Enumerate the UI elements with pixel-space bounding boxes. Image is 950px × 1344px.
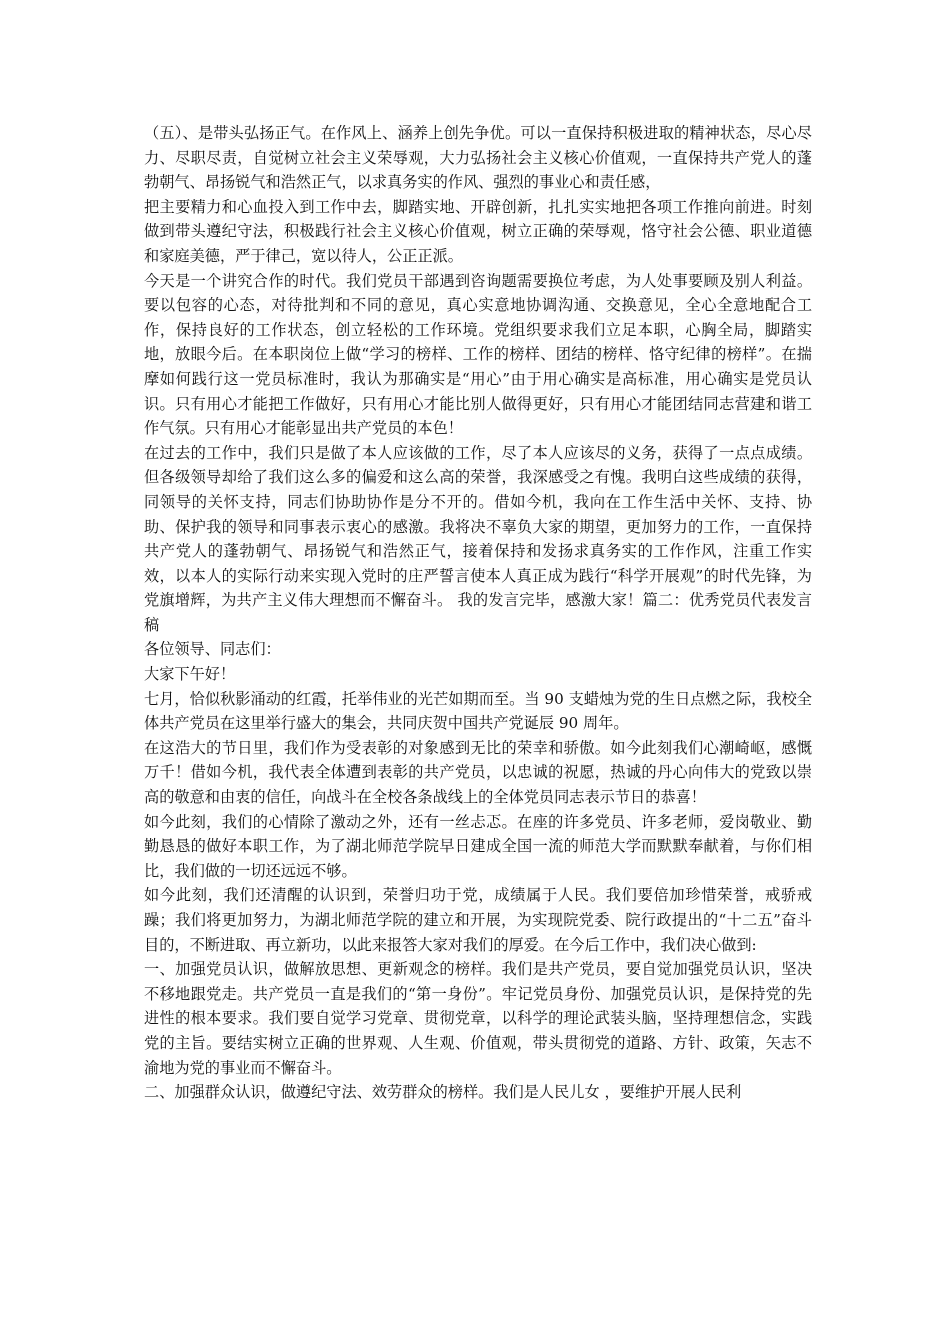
paragraph-1: （五）、是带头弘扬正气。在作风上、涵养上创先争优。可以一直保持积极进取的精神状态，尽心尽力、尽职尽责，自觉树立社会主义荣辱观，大力弘扬社会主义核心价值观，一直保持共产党人的蓬勃朝气、昂扬锐气和浩然正气，以求真务实的作风、强烈的事业心和责任感，: [144, 124, 812, 192]
paragraph-11: 一、加强党员认识，做解放思想、更新观念的榜样。我们是共产党员，要自觉加强党员认识，坚决不移地跟党走。共产党员一直是我们的“第一身份”。牢记党员身份、加强党员认识，是保持党的先进性的根本要求。我们要自觉学习党章、贯彻党章，以科学的理论武装头脑，坚持理想信念，实践党的主旨。要结实树立正确的世界观、人生观、价值观，带头贯彻党的道路、方针、政策，矢志不渝地为党的事业而不懈奋斗。: [144, 960, 812, 1077]
paragraph-6: 大家下午好！: [144, 665, 236, 684]
paragraph-5: 各位领导、同志们：: [144, 640, 281, 659]
paragraph-7: 七月，恰似秋影涌动的红霞，托举伟业的光芒如期而至。当 90 支蜡烛为党的生日点燃之际，我校全体共产党员在这里举行盛大的集会，共同庆贺中国共产党诞辰 90 周年。: [144, 689, 812, 733]
paragraph-10: 如今此刻，我们还清醒的认识到，荣誉归功于党，成绩属于人民。我们要倍加珍惜荣誉，戒骄戒躁；我们将更加努力，为湖北师范学院的建立和开展，为实现院党委、院行政提出的“十二五”奋斗目的，不断进取、再立新功，以此来报答大家对我们的厚爱。在今后工作中，我们决心做到:: [144, 886, 812, 954]
paragraph-12: 二、加强群众认识，做遵纪守法、效劳群众的榜样。我们是人民儿女 ，要维护开展人民利: [144, 1083, 742, 1102]
paragraph-2: 把主要精力和心血投入到工作中去，脚踏实地、开辟创新，扎扎实实地把各项工作推向前进。时刻做到带头遵纪守法，积极践行社会主义核心价值观，树立正确的荣辱观，恪守社会公德、职业道德和家庭美德，严于律己，宽以待人，公正正派。: [144, 197, 812, 265]
document-page: [144, 121, 812, 1105]
paragraph-4: 在过去的工作中，我们只是做了本人应该做的工作，尽了本人应该尽的义务，获得了一点点成绩。但各级领导却给了我们这么多的偏爱和这么高的荣誉，我深感受之有愧。我明白这些成绩的获得，同领导的关怀支持，同志们协助协作是分不开的。借如今机，我向在工作生活中关怀、支持、协助、保护我的领导和同事表示衷心的感激。我将决不辜负大家的期望，更加努力的工作，一直保持共产党人的蓬勃朝气、昂扬锐气和浩然正气，接着保持和发扬求真务实的工作作风，注重工作实效，以本人的实际行动来实现入党时的庄严誓言使本人真正成为践行“科学开展观”的时代先锋，为党旗增辉，为共产主义伟大理想而不懈奋斗。 我的发言完毕，感激大家！篇二：优秀党员代表发言稿: [144, 443, 812, 634]
paragraph-8: 在这浩大的节日里，我们作为受表彰的对象感到无比的荣幸和骄傲。如今此刻我们心潮崎岖，感慨万千！借如今机，我代表全体遭到表彰的共产党员，以忠诚的祝愿，热诚的丹心向伟大的党致以崇高的敬意和由衷的信任，向战斗在全校各条战线上的全体党员同志表示节日的恭喜！: [144, 738, 812, 807]
paragraph-3: 今天是一个讲究合作的时代。我们党员干部遇到咨询题需要换位考虑，为人处事要顾及别人利益。要以包容的心态，对待批判和不同的意见，真心实意地协调沟通、交换意见，全心全意地配合工作，保持良好的工作状态，创立轻松的工作环境。党组织要求我们立足本职，心胸全局，脚踏实地，放眼今后。在本职岗位上做“学习的榜样、工作的榜样、团结的榜样、恪守纪律的榜样”。在揣摩如何践行这一党员标准时，我认为那确实是“用心”由于用心确实是高标准，用心确实是党员认识。只有用心才能把工作做好，只有用心才能比别人做得更好，只有用心才能团结同志营建和谐工作气氛。只有用心才能彰显出共产党员的本色！: [144, 271, 812, 438]
paragraph-9: 如今此刻，我们的心情除了激动之外，还有一丝忐忑。在座的许多党员、许多老师，爱岗敬业、勤勤恳恳的做好本职工作，为了湖北师范学院早日建成全国一流的师范大学而默默奉献着，与你们相比，我们做的一切还远远不够。: [144, 812, 812, 880]
